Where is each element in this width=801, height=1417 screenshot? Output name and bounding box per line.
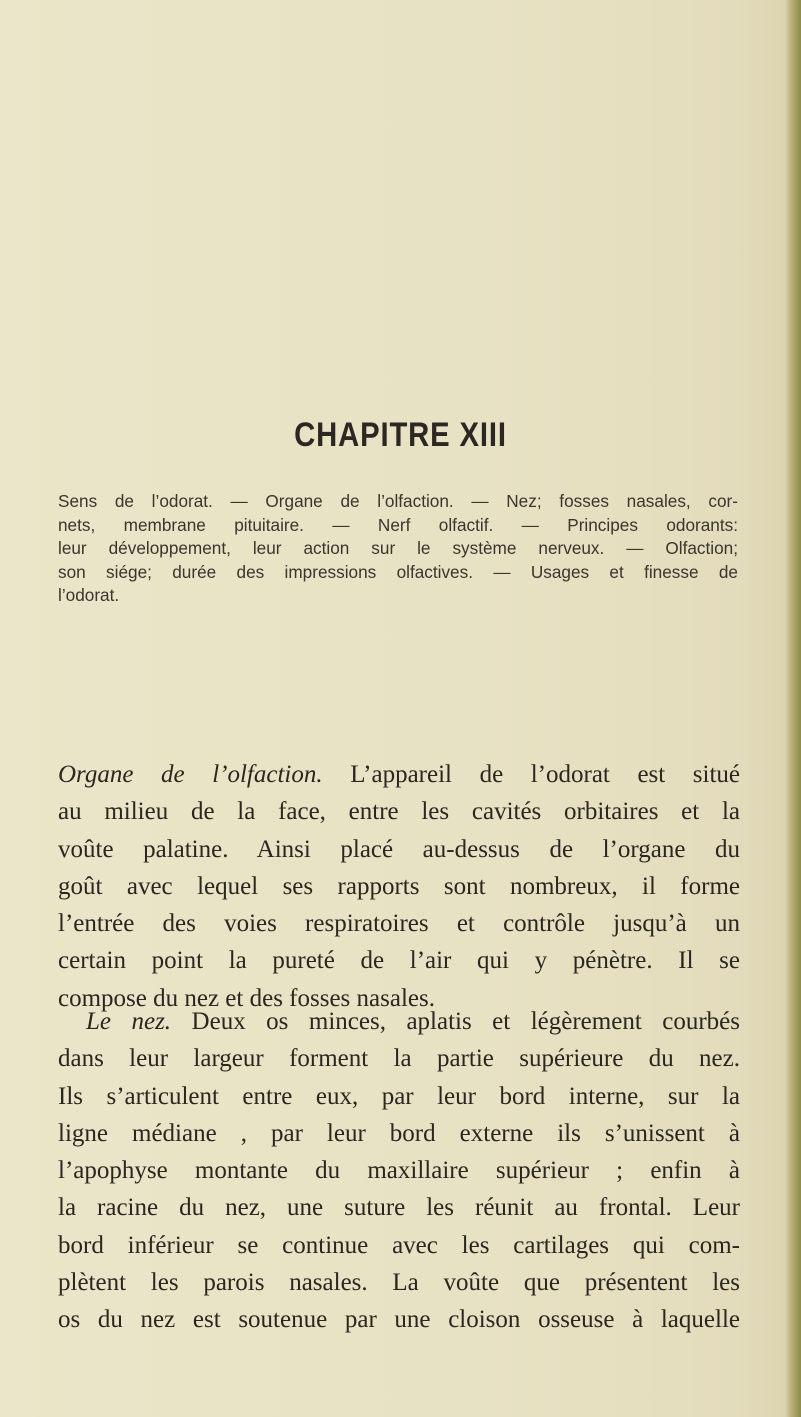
paragraph-line: compose du nez et des fosses nasales. (58, 984, 435, 1012)
summary-line: son siége; durée des impressions olfactives. — Usages et finesse de (58, 561, 738, 582)
paragraph-line: ligne médiane , par leur bord externe ils s’unissent à (58, 1119, 740, 1147)
summary-line: leur développement, leur action sur le système nerveux. — Olfaction; (58, 538, 738, 559)
paragraph-line: Ils s’articulent entre eux, par leur bord interne, sur la (58, 1082, 740, 1110)
paragraph-first-line (58, 1003, 740, 1040)
paragraph-text: Deux os minces, aplatis et légèrement courbés (191, 1008, 740, 1035)
paragraph-line: dans leur largeur forment la partie supérieure du nez. (58, 1045, 740, 1073)
paragraph-le-nez (58, 1003, 740, 1339)
section-heading-nez: Le nez. (86, 1008, 172, 1035)
paragraph-organe-olfaction (58, 756, 740, 1017)
paragraph-line: l’entrée des voies respiratoires et contrôle jusqu’à un (58, 910, 740, 938)
paragraph-line: goût avec lequel ses rapports sont nombreux, il forme (58, 872, 740, 900)
paragraph-line: plètent les parois nasales. La voûte que présentent les (58, 1269, 740, 1297)
summary-line: l’odorat. (58, 585, 120, 606)
paragraph-text: L’appareil de l’odorat est situé (350, 761, 741, 788)
paragraph-line: l’apophyse montante du maxillaire supérieur ; enfin à (58, 1157, 740, 1185)
paragraph-line: au milieu de la face, entre les cavités orbitaires et la (58, 798, 740, 826)
chapter-title: CHAPITRE XIII (294, 416, 507, 454)
paragraph-line: bord inférieur se continue avec les cartilages qui com- (58, 1231, 740, 1259)
chapter-summary (58, 490, 738, 608)
paragraph-line: certain point la pureté de l’air qui y pénètre. Il se (58, 947, 740, 975)
paragraph-line: os du nez est soutenue par une cloison osseuse à laquelle (58, 1306, 740, 1334)
summary-line: Sens de l’odorat. — Organe de l’olfaction. — Nez; fosses nasales, cor- (58, 491, 738, 511)
page-edge-shadow (785, 0, 801, 1417)
section-heading-organe: Organe de l’olfaction. (58, 761, 323, 788)
summary-line: nets, membrane pituitaire. — Nerf olfactif. — Principes odorants: (58, 514, 738, 535)
paragraph-first-line (58, 756, 740, 793)
paragraph-line: la racine du nez, une suture les réunit au frontal. Leur (58, 1194, 740, 1222)
paragraph-line: voûte palatine. Ainsi placé au-dessus de l’organe du (58, 835, 740, 863)
